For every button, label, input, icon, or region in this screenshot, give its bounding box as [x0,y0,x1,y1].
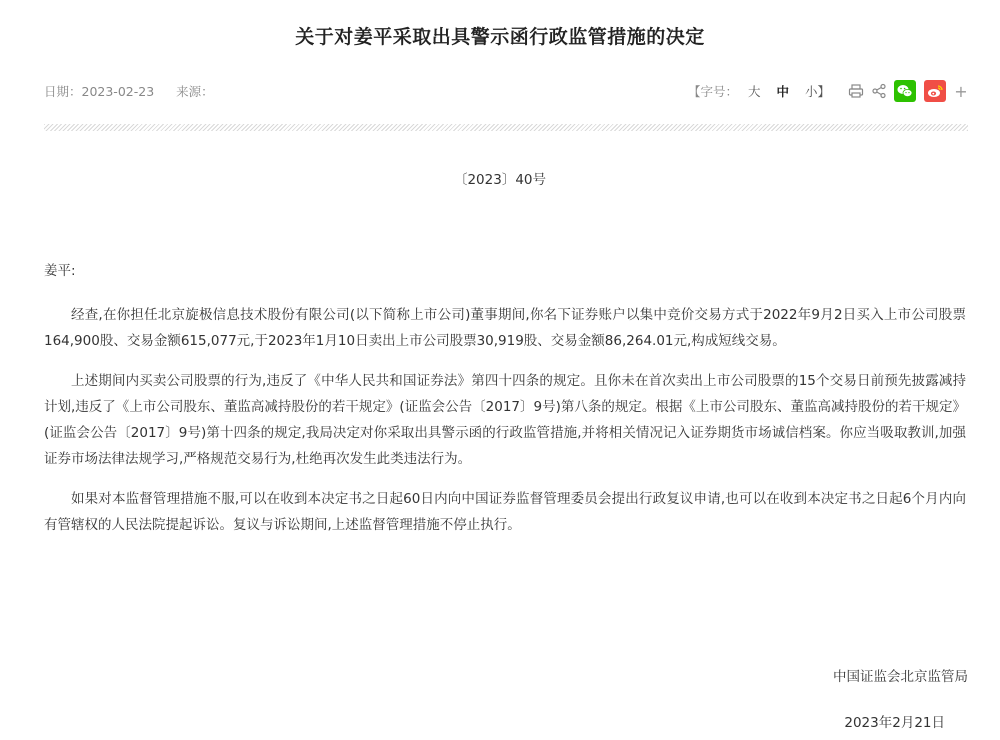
salutation: 姜平: [44,263,76,279]
paragraph-decision: 上述期间内买卖公司股票的行为,违反了《中华人民共和国证券法》第四十四条的规定。且你未在首次卖出上市公司股票的15个交易日前预先披露减持计划,违反了《上市公司股东、董监高减持股份的若干规定》(证监会公告〔2017〕9号)第八条的规定。根据《上市公司股东、董监高减持股份的若干规定》(证监会公告〔2017〕9号)第十四条的规定,我局决定对你采取出具警示函的行政监管措施,并将相关情况记入证券期货市场诚信档案。你应当吸取教训,加强证券市场法律法规学习,严格规范交易行为,杜绝再次发生此类违法行为。 [44,373,966,467]
font-size-small-button[interactable]: 小】 [804,84,830,99]
font-size-large-button[interactable]: 大 [747,84,761,99]
issuer-signature: 中国证监会北京监管局 [833,669,968,685]
font-size-label: 【字号： [687,84,738,99]
page-title: 关于对姜平采取出具警示函行政监管措施的决定 [295,26,705,48]
publish-date: 日期：2023-02-23 [44,84,155,99]
font-size-medium-button[interactable]: 中 [776,84,789,99]
weibo-icon[interactable] [924,80,946,102]
plus-icon[interactable]: + [954,81,968,101]
article-meta [44,80,968,102]
paragraph-appeal: 如果对本监督管理措施不服,可以在收到本决定书之日起60日内向中国证券监督管理委员会提出行政复议申请,也可以在收到本决定书之日起6个月内向有管辖权的人民法院提起诉讼。复议与诉讼期间,上述监督管理措施不停止执行。 [44,491,966,533]
print-icon[interactable] [847,82,865,100]
issue-date: 2023年2月21日 [844,715,945,731]
font-size-control [688,82,836,100]
hatched-divider [44,124,968,131]
document-body [44,258,966,538]
meta-left [44,82,232,100]
document-number: 〔2023〕40号 [453,172,547,188]
source-label: 来源： [176,84,214,99]
share-icon[interactable] [870,82,888,100]
wechat-icon[interactable] [894,80,916,102]
paragraph-findings: 经查,在你担任北京旋极信息技术股份有限公司(以下简称上市公司)董事期间,你名下证券账户以集中竞价交易方式于2022年9月2日买入上市公司股票164,900股、交易金额615,077元,于2023年1月10日卖出上市公司股票30,919股、交易金额86,264.01元,构成短线交易。 [44,307,966,349]
article-toolbar [688,80,968,102]
